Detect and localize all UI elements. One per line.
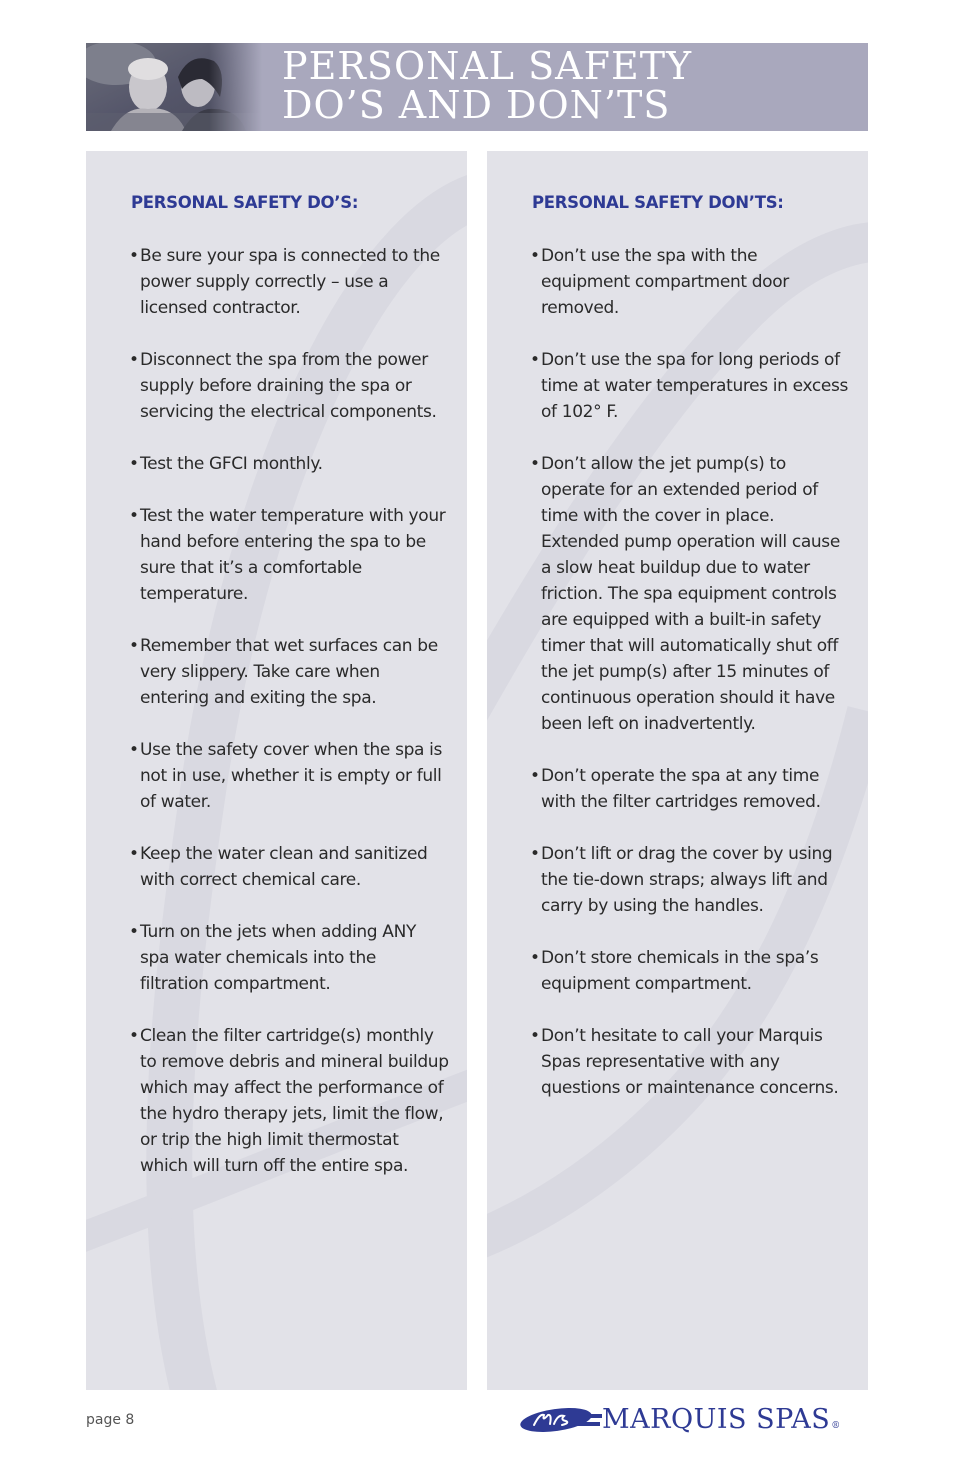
couple-in-spa-photo	[86, 43, 262, 131]
donts-item: • Don’t lift or drag the cover by using the tie-down straps; always lift and carry by using the handles.	[530, 841, 850, 919]
donts-item: • Don’t use the spa with the equipment compartment door removed.	[530, 243, 850, 321]
brand-name	[602, 1402, 841, 1444]
donts-heading: PERSONAL SAFETY DON’TS:	[532, 193, 784, 212]
page-title-line-2: DO’S AND DON’TS	[282, 83, 671, 127]
dos-list	[129, 243, 449, 1205]
marquis-spas-logo	[518, 1402, 868, 1438]
dos-item: • Remember that wet surfaces can be very slippery. Take care when entering and exiting the spa.	[129, 633, 449, 711]
donts-panel	[487, 151, 868, 1390]
dos-item: • Clean the filter cartridge(s) monthly to remove debris and mineral buildup which may affect the performance of the hydro therapy jets, limit the flow, or trip the high limit thermostat which will turn off the entire spa.	[129, 1023, 449, 1179]
dos-item: • Be sure your spa is connected to the power supply correctly – use a licensed contractor.	[129, 243, 449, 321]
dos-item: • Disconnect the spa from the power supply before draining the spa or servicing the electrical components.	[129, 347, 449, 425]
ms-monogram-icon	[518, 1406, 602, 1434]
donts-list	[530, 243, 850, 1127]
donts-item: • Don’t store chemicals in the spa’s equipment compartment.	[530, 945, 850, 997]
dos-item: • Test the GFCI monthly.	[129, 451, 449, 477]
dos-item: • Test the water temperature with your hand before entering the spa to be sure that it’s a comfortable temperature.	[129, 503, 449, 607]
page-header	[86, 43, 868, 131]
dos-item: • Use the safety cover when the spa is not in use, whether it is empty or full of water.	[129, 737, 449, 815]
page-title-line-1: PERSONAL SAFETY	[282, 44, 693, 88]
donts-item: • Don’t allow the jet pump(s) to operate for an extended period of time with the cover in place. Extended pump operation will cause a slow heat buildup due to water friction. The spa equipment controls are equipped with a built-in safety timer that will automatically shut off the jet pump(s) after 15 minutes of continuous operation should it have been left on inadvertently.	[530, 451, 850, 737]
dos-heading: PERSONAL SAFETY DO’S:	[131, 193, 359, 212]
dos-item: • Keep the water clean and sanitized with correct chemical care.	[129, 841, 449, 893]
dos-panel	[86, 151, 467, 1390]
donts-item: • Don’t operate the spa at any time with the filter cartridges removed.	[530, 763, 850, 815]
donts-item: • Don’t hesitate to call your Marquis Spas representative with any questions or maintenance concerns.	[530, 1023, 850, 1101]
page-number: page 8	[86, 1412, 135, 1428]
donts-item: • Don’t use the spa for long periods of time at water temperatures in excess of 102° F.	[530, 347, 850, 425]
page-title	[282, 44, 693, 127]
registered-mark: ®	[831, 1421, 841, 1431]
dos-item: • Turn on the jets when adding ANY spa water chemicals into the filtration compartment.	[129, 919, 449, 997]
brand-name-text: MARQUIS SPAS	[602, 1404, 831, 1435]
